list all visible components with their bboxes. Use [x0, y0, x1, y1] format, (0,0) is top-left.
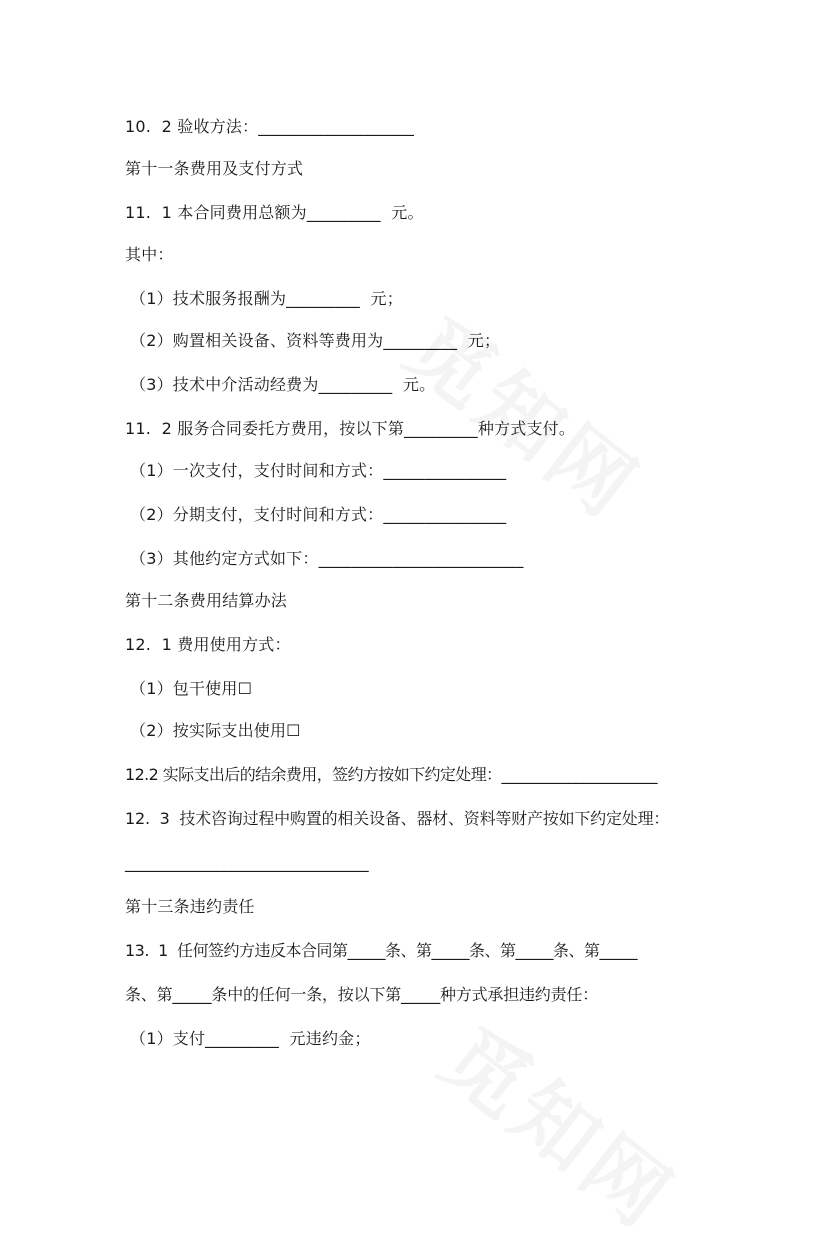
article-13-heading: 第十三条违约责任	[125, 897, 255, 916]
clause-11-2-item-2: （2）分期支付，支付时间和方式：_______________	[130, 505, 507, 524]
clause-12-1-item-1: （1）包干使用☐	[130, 679, 253, 698]
clause-12-3: 12. 3 技术咨询过程中购置的相关设备、器材、资料等财产按如下约定处理：	[125, 809, 670, 828]
clause-11-1-item-2: （2）购置相关设备、资料等费用为_________ 元；	[130, 331, 501, 350]
clause-12-3-blank: ________________________________	[125, 853, 369, 872]
clause-13-1: 13. 1 任何签约方违反本合同第_____条、第_____条、第_____条、第_____	[125, 941, 637, 960]
clause-12-2: 12.2 实际支出后的结余费用，签约方按如下约定处理：_____________________	[125, 765, 657, 784]
clause-11-2-item-3: （3）其他约定方式如下：_________________________	[130, 549, 524, 568]
clause-10-2: 10. 2 验收方法：___________________	[125, 117, 415, 136]
article-11-heading: 第十一条费用及支付方式	[125, 159, 304, 178]
clause-12-1-item-2: （2）按实际支出使用☐	[130, 721, 301, 740]
clause-13-1-item-1: （1）支付_________ 元违约金；	[130, 1029, 371, 1048]
watermark-logo	[387, 286, 667, 541]
clause-13-1-continued: 条、第_____条中的任何一条，按以下第_____种方式承担违约责任：	[125, 985, 599, 1004]
clause-11-2: 11. 2 服务合同委托方费用，按以下第_________种方式支付。	[125, 419, 576, 438]
clause-11-1: 11. 1 本合同费用总额为_________ 元。	[125, 203, 424, 222]
clause-12-1: 12. 1 费用使用方式：	[125, 635, 291, 654]
clause-11-1-item-3: （3）技术中介活动经费为_________ 元。	[130, 375, 436, 394]
watermark-logo-bottom	[422, 996, 702, 1251]
clause-11-2-item-1: （1）一次支付，支付时间和方式：_______________	[130, 461, 507, 480]
clause-11-1-item-1: （1）技术服务报酬为_________ 元；	[130, 289, 403, 308]
clause-11-1-among: 其中：	[125, 245, 174, 264]
article-12-heading: 第十二条费用结算办法	[125, 591, 288, 610]
